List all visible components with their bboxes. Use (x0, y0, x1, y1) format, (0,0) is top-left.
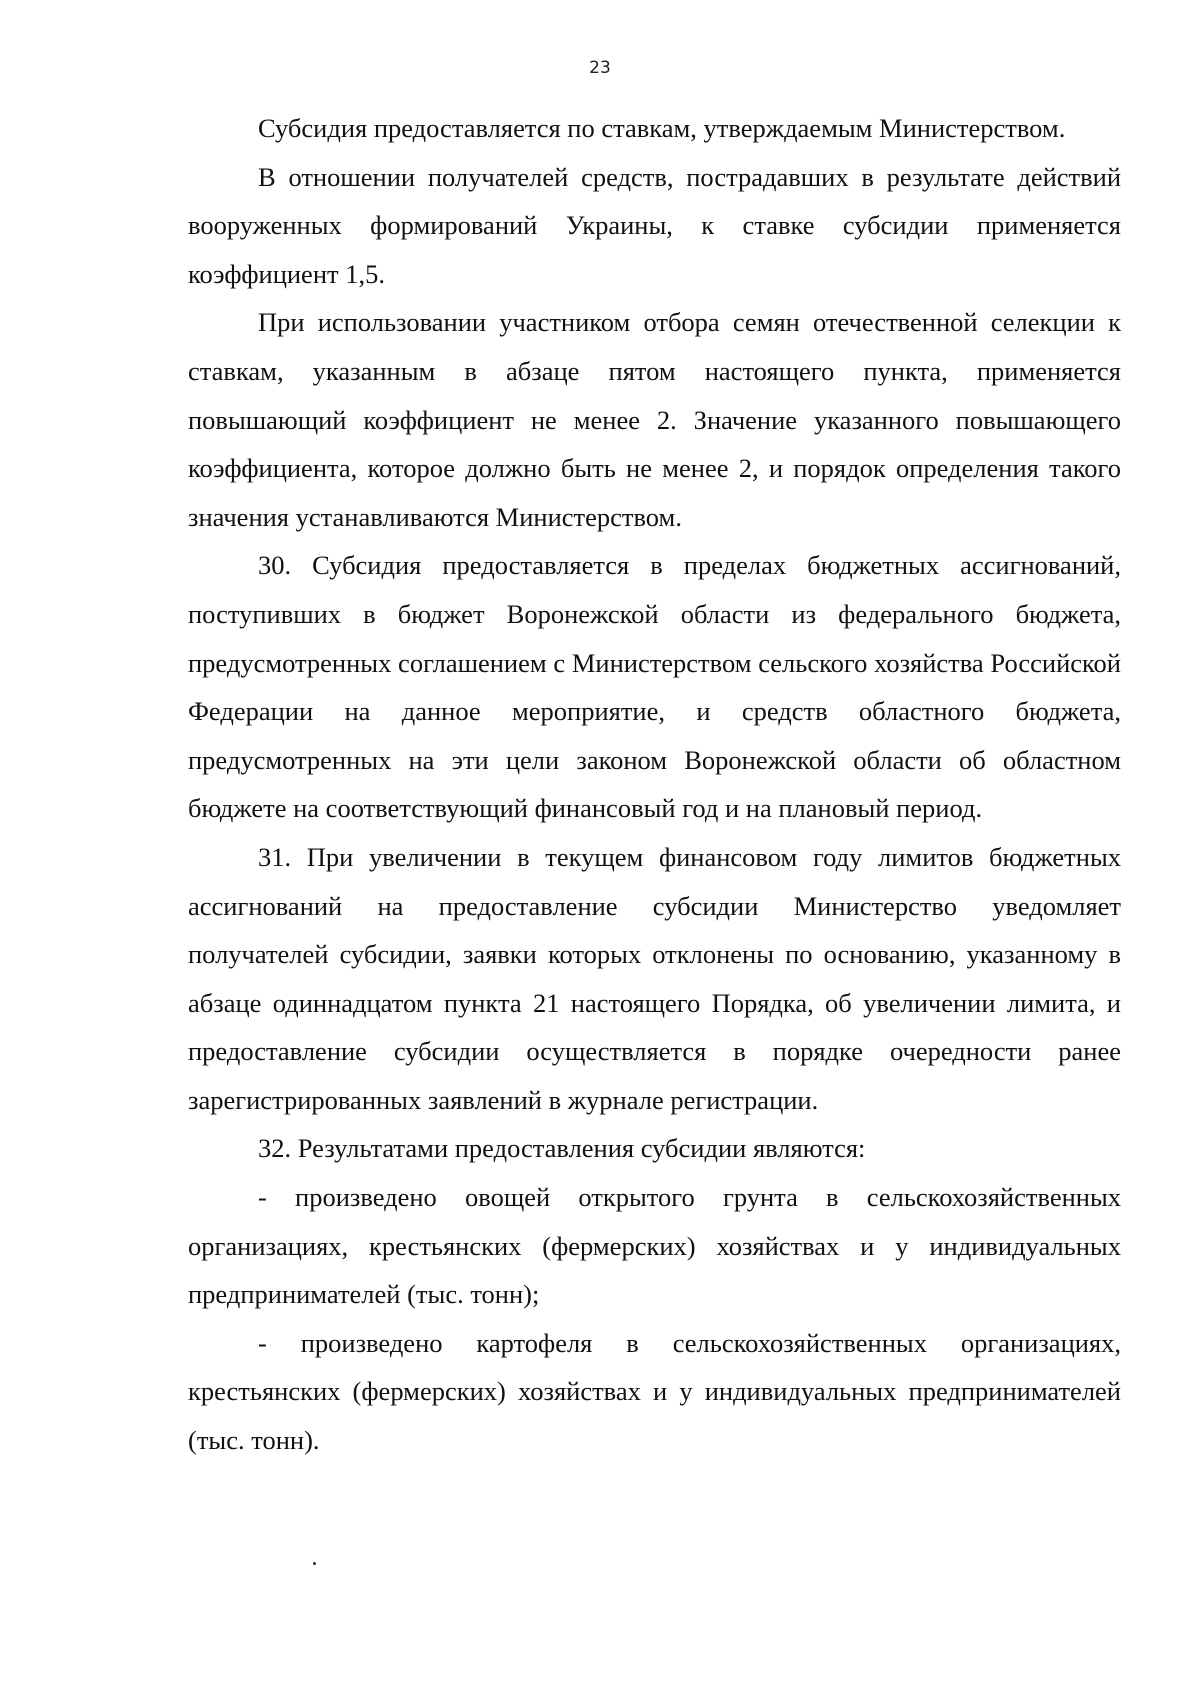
paragraph-30-budget-limits: 30. Субсидия предоставляется в пределах бюджетных ассигнований, поступивших в бюджет Воронежской области из федерального бюджета, предусмотренных соглашением с Министерством сельского хозяйства Российской Федерации на данное мероприятие, и средств областного бюджета, предусмотренных на эти цели законом Воронежской области об областном бюджете на соответствующий финансовый год и на плановый период. (188, 550, 1121, 824)
list-item-vegetables: - произведено овощей открытого грунта в сельскохозяйственных организациях, крестьянских (фермерских) хозяйствах и у индивидуальных предпринимателей (тыс. тонн); (188, 1182, 1121, 1310)
document-body (188, 104, 1121, 1465)
paragraph-domestic-seeds: При использовании участником отбора семян отечественной селекции к ставкам, указанным в абзаце пятом настоящего пункта, применяется повышающий коэффициент не менее 2. Значение указанного повышающего коэффициента, которое должно быть не менее 2, и порядок определения такого значения устанавливаются Министерством. (188, 307, 1121, 532)
paragraph-31-limit-increase: 31. При увеличении в текущем финансовом году лимитов бюджетных ассигнований на предоставление субсидии Министерство уведомляет получателей субсидии, заявки которых отклонены по основанию, указанному в абзаце одиннадцатом пункта 21 настоящего Порядка, об увеличении лимита, и предоставление субсидии осуществляется в порядке очередности ранее зарегистрированных заявлений в журнале регистрации. (188, 841, 1121, 1115)
list-item-potatoes: - произведено картофеля в сельскохозяйственных организациях, крестьянских (фермерских) хозяйствах и у индивидуальных предпринимателей (тыс. тонн). (188, 1327, 1121, 1456)
page-number: 23 (589, 58, 611, 78)
paragraph-subsidy-rates: Субсидия предоставляется по ставкам, утверждаемым Министерством. (258, 113, 1066, 143)
paragraph-coefficient-ukraine: В отношении получателей средств, пострадавших в результате действий вооруженных формирований Украины, к ставке субсидии применяется коэффициент 1,5. (188, 161, 1121, 289)
scan-speck (313, 1562, 316, 1565)
paragraph-32-results: 32. Результатами предоставления субсидии являются: (258, 1133, 866, 1164)
